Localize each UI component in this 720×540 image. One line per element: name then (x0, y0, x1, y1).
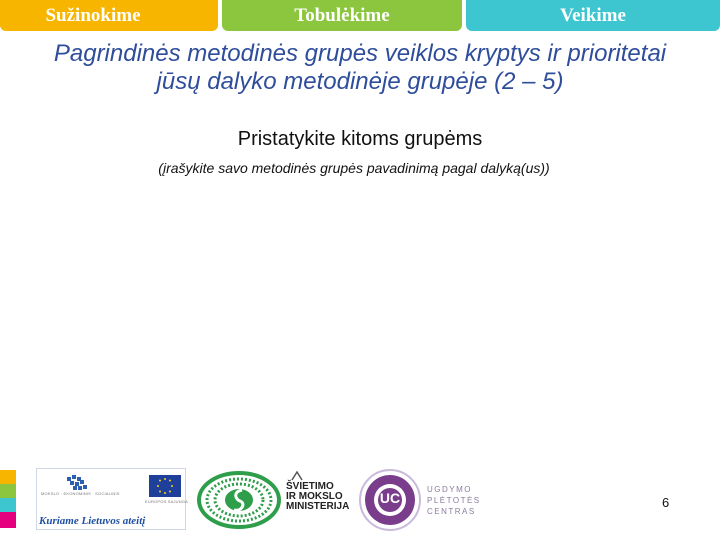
tab-suzinokime[interactable] (0, 0, 218, 31)
esf-small-right: EUROPOS SAJUNGA (145, 499, 189, 504)
color-strip-green (0, 484, 16, 498)
esf-small-left: MOKSLO · EKONOMINIS · SOCIALINIS (41, 491, 120, 496)
tab-tobulekime-label: Tobulėkime (294, 4, 390, 26)
slide-title: Pagrindinės metodinės grupės veiklos kryptys ir prioritetai jūsų dalyko metodinėje grupėje (2 – 5) (53, 40, 667, 95)
ministry-line-3: MINISTERIJA (286, 501, 350, 512)
color-strip-yellow (0, 470, 16, 484)
upc-badge-text: UC (379, 490, 401, 506)
green-emblem-logo (196, 470, 282, 530)
upc-line-1: UGDYMO (427, 485, 472, 494)
note-open-paren: ( (158, 160, 163, 176)
slide-subtitle: Pristatykite kitoms grupėms (237, 128, 483, 150)
ministry-logo-text (286, 482, 349, 512)
esf-map-icon (37, 471, 185, 501)
slide-note (0, 160, 720, 176)
esf-logo (36, 468, 189, 530)
tab-veikime-label: Veikime (560, 4, 626, 26)
esf-caption: Kuriame Lietuvos ateitį (39, 515, 146, 527)
color-strip-cyan (0, 498, 16, 512)
tab-veikime[interactable] (466, 0, 720, 31)
note-body: įrašykite savo metodinės grupės pavadinimą pagal dalyką(us) (162, 160, 546, 176)
ministry-line-2: IR MOKSLO (286, 491, 343, 502)
upc-line-2: PLĖTOTĖS (427, 496, 481, 505)
tab-suzinokime-label: Sužinokime (45, 4, 141, 26)
upc-logo-text (427, 484, 481, 517)
page-number: 6 (662, 495, 670, 510)
tab-tobulekime[interactable] (222, 0, 462, 31)
ministry-line-1: ŠVIETIMO (286, 481, 334, 492)
color-strip-magenta (0, 512, 16, 528)
note-close-paren: ) (545, 160, 550, 176)
upc-line-3: CENTRAS (427, 507, 476, 516)
